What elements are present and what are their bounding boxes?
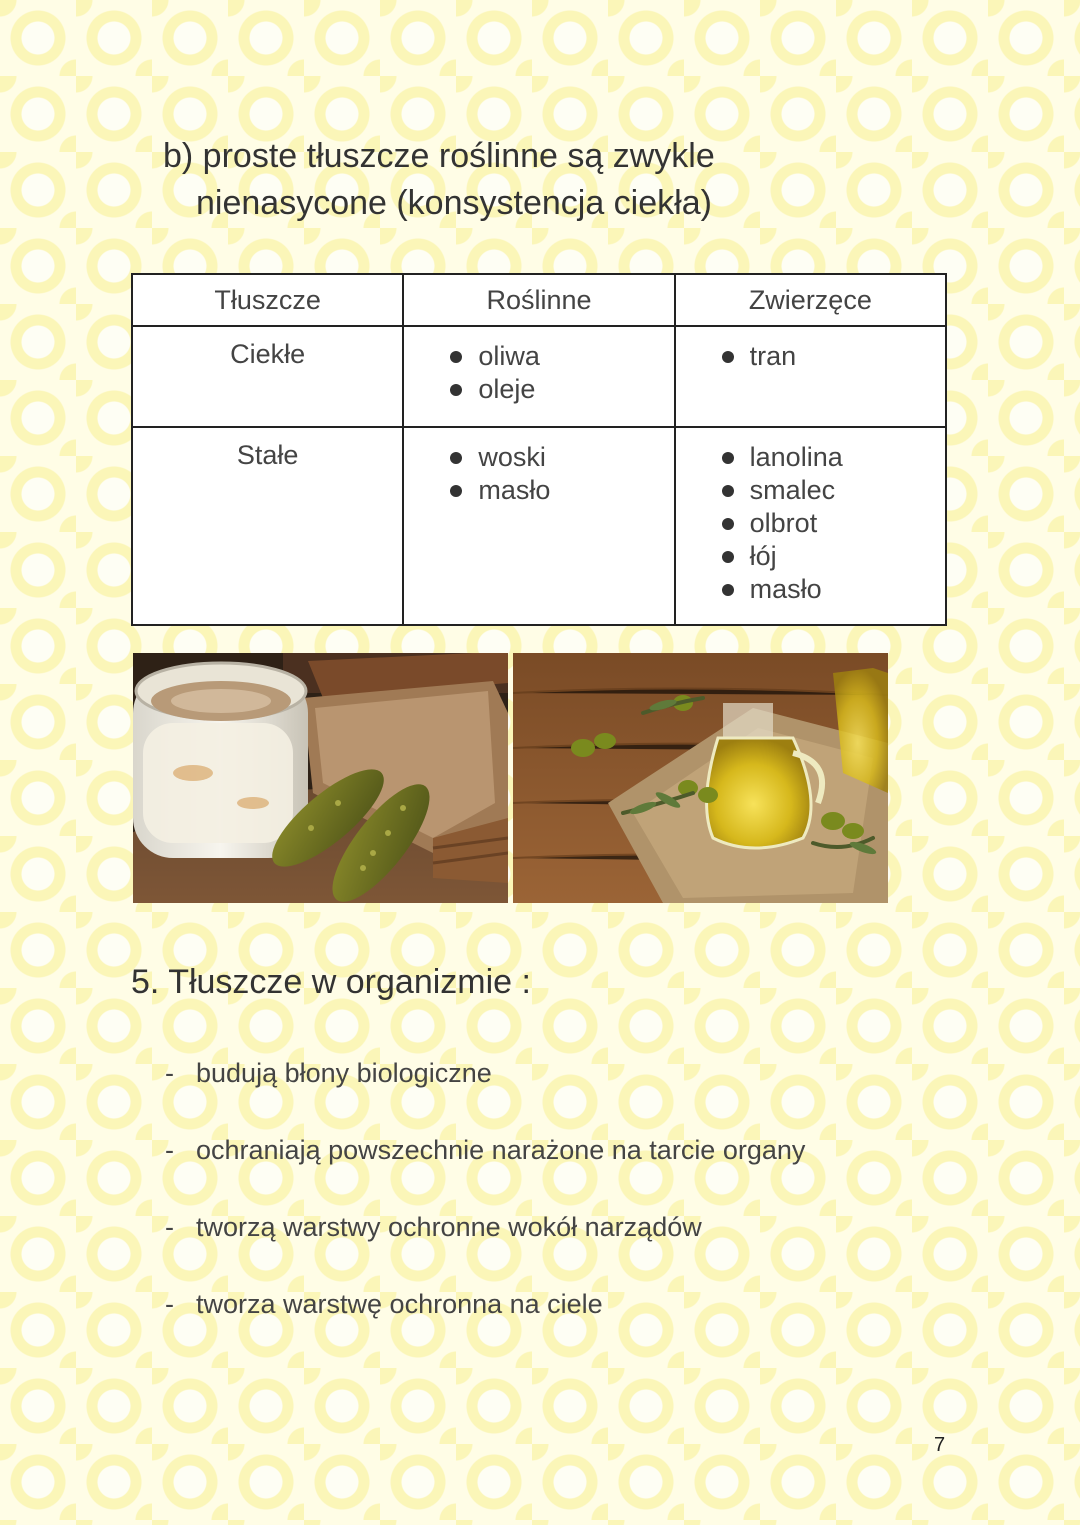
list-item: oleje: [447, 373, 672, 406]
header-fats: Tłuszcze: [132, 274, 403, 326]
cell-animal-solid: [675, 427, 946, 625]
cell-animal-liquid: [675, 326, 946, 427]
cell-plant-solid: [403, 427, 674, 625]
page-number: 7: [934, 1434, 946, 1456]
list-item: tran: [719, 340, 944, 373]
function-text: budują błony biologiczne: [196, 1058, 492, 1088]
dash-bullet: -: [165, 1135, 174, 1165]
list-item: [165, 1058, 805, 1135]
plant-liquid-list: [405, 328, 672, 406]
intro-paragraph: [163, 133, 715, 227]
table-row-solid: [132, 427, 946, 625]
list-item: masło: [447, 474, 672, 507]
functions-list: [165, 1058, 805, 1366]
table-row-liquid: [132, 326, 946, 427]
dash-bullet: -: [165, 1289, 174, 1319]
animal-solid-list: [677, 429, 944, 606]
list-item: lanolina: [719, 441, 944, 474]
list-item: [165, 1135, 805, 1212]
function-text: tworza warstwę ochronna na ciele: [196, 1289, 603, 1319]
olive-oil-photo-illustration: [513, 653, 888, 903]
list-item: [165, 1212, 805, 1289]
animal-liquid-list: [677, 328, 944, 373]
fats-table: [131, 273, 947, 626]
dash-bullet: -: [165, 1058, 174, 1088]
intro-line-1: b) proste tłuszcze roślinne są zwykle: [163, 137, 715, 175]
header-animal: Zwierzęce: [675, 274, 946, 326]
list-item: oliwa: [447, 340, 672, 373]
list-item: masło: [719, 573, 944, 606]
function-text: ochraniają powszechnie narażone na tarcie organy: [196, 1135, 806, 1165]
plant-solid-list: [405, 429, 672, 507]
dash-bullet: -: [165, 1212, 174, 1242]
section-title: 5. Tłuszcze w organizmie :: [131, 963, 531, 1001]
list-item: woski: [447, 441, 672, 474]
lard-jar-bread-pickles-photo: [133, 653, 508, 903]
list-item: smalec: [719, 474, 944, 507]
list-item: [165, 1289, 805, 1366]
olive-oil-jug-olives-photo: [513, 653, 888, 903]
intro-line-2: nienasycone (konsystencja ciekła): [196, 184, 712, 222]
cell-type-solid: Stałe: [132, 427, 403, 625]
list-item: łój: [719, 540, 944, 573]
table-header-row: [132, 274, 946, 326]
cell-type-liquid: Ciekłe: [132, 326, 403, 427]
lard-photo-illustration: [133, 653, 508, 903]
photos-row: [133, 653, 888, 903]
cell-plant-liquid: [403, 326, 674, 427]
function-text: tworzą warstwy ochronne wokół narządów: [196, 1212, 702, 1242]
list-item: olbrot: [719, 507, 944, 540]
header-plant: Roślinne: [403, 274, 674, 326]
